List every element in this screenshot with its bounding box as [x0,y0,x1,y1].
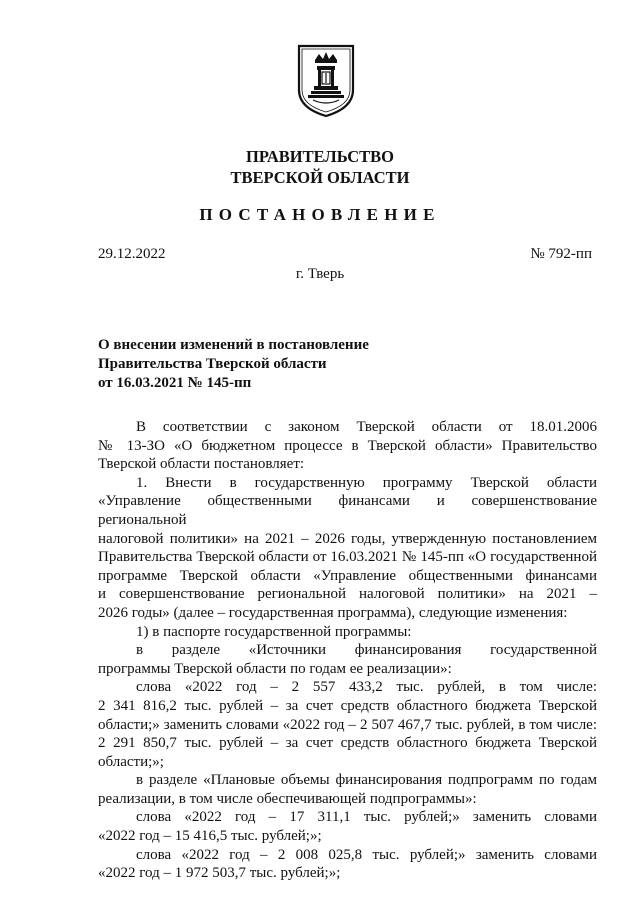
body-line: 2026 годы» (далее – государственная программа), следующие изменения: [98,604,568,621]
body-line: программы Тверской области по годам ее реализации»: [98,660,452,677]
body-line: 2 341 816,2 тыс. рублей – за счет средств областного бюджета Тверской [98,697,597,714]
body-line: области;» заменить словами «2022 год – 2 507 467,7 тыс. рублей, в том числе: [98,716,597,733]
body-line: 1) в паспорте государственной программы: [136,623,412,640]
body-line: 2 291 850,7 тыс. рублей – за счет средств областного бюджета Тверской [98,735,597,752]
document-type: ПОСТАНОВЛЕНИЕ [199,205,441,224]
body-line: «2022 год – 1 972 503,7 тыс. рублей;»; [98,865,341,882]
body-line: реализации, в том числе обеспечивающей подпрограммы»: [98,790,477,807]
body-line: в разделе «Плановые объемы финансирования подпрограмм по годам [136,772,597,789]
body-line: слова «2022 год – 2 008 025,8 тыс. рублей;» заменить словами [136,846,597,863]
body-line: 1. Внести в государственную программу Тверской области [136,474,597,491]
body-line: «Управление общественными финансами и совершенствование региональной [98,493,597,528]
body-line: слова «2022 год – 2 557 433,2 тыс. рублей, в том числе: [136,679,597,696]
body-line: налоговой политики» на 2021 – 2026 годы, утвержденную постановлением [98,530,597,547]
document-date: 29.12.2022 [98,246,166,262]
body-line: «2022 год – 15 416,5 тыс. рублей;»; [98,828,322,845]
body-line: Правительства Тверской области от 16.03.2021 № 145-пп «О государственной [98,549,597,566]
body-line: и совершенствование региональной налоговой политики» на 2021 – [98,586,597,603]
government-name [0,146,640,188]
body-line: В соответствии с законом Тверской области от 18.01.2006 [136,419,597,435]
body-line: в разделе «Источники финансирования государственной [136,642,597,659]
body-line: Тверской области постановляет: [98,456,305,473]
body-line: программе Тверской области «Управление общественными финансами [98,567,597,584]
document-body [98,418,597,883]
body-line: № 13-ЗО «О бюджетном процессе в Тверской области» Правительство [98,437,597,454]
coat-of-arms-icon [297,44,355,118]
body-line: слова «2022 год – 17 311,1 тыс. рублей;» заменить словами [136,809,597,826]
body-line: области;»; [98,753,164,770]
document-subject [98,336,369,393]
subject-line-1: О внесении изменений в постановление [98,337,369,353]
document-number: № 792-пп [530,246,592,262]
document-city: г. Тверь [295,266,345,282]
org-line-1: ПРАВИТЕЛЬСТВО [246,147,394,166]
subject-line-2: Правительства Тверской области [98,356,327,372]
org-line-2: ТВЕРСКОЙ ОБЛАСТИ [230,168,410,187]
subject-line-3: от 16.03.2021 № 145-пп [98,375,252,391]
